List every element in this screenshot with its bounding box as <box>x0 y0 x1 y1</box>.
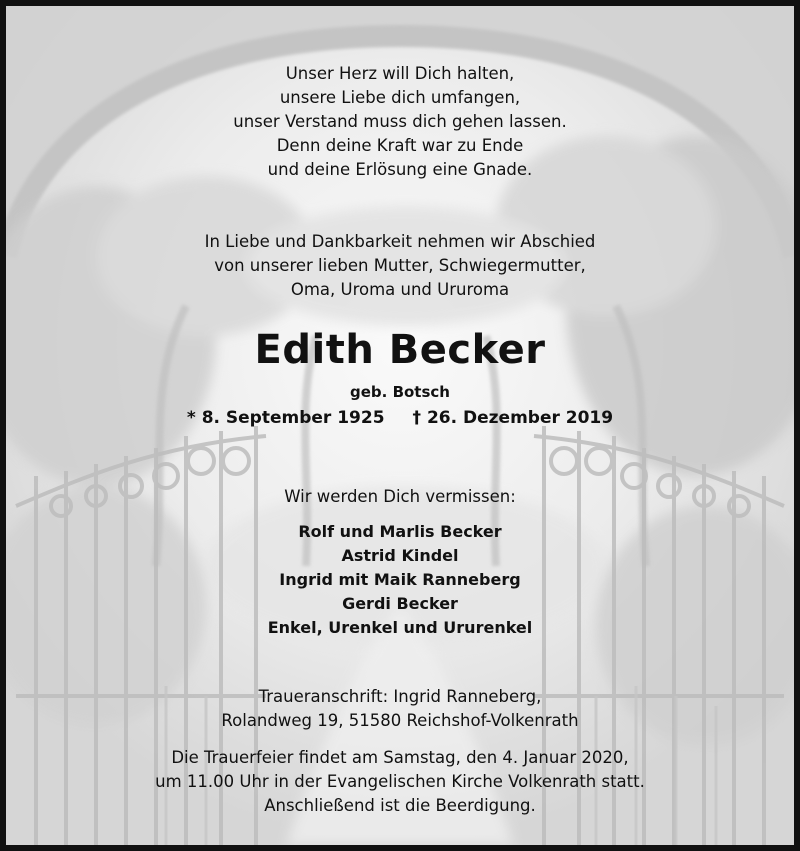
mourner-name: Enkel, Urenkel und Ururenkel <box>267 618 533 637</box>
life-dates <box>6 406 794 430</box>
poem-line: und deine Erlösung eine Gnade. <box>267 160 533 179</box>
intro-line: Oma, Uroma und Ururoma <box>290 280 510 299</box>
poem-line: Unser Herz will Dich halten, <box>285 64 515 83</box>
service-line: Die Trauerfeier findet am Samstag, den 4. Januar 2020, <box>171 748 629 767</box>
mourner-name: Astrid Kindel <box>341 546 459 565</box>
service-line: um 11.00 Uhr in der Evangelischen Kirche Volkenrath statt. <box>155 772 645 791</box>
mourner-name: Ingrid mit Maik Ranneberg <box>279 570 521 589</box>
address-line: Traueranschrift: Ingrid Ranneberg, <box>258 687 542 706</box>
death-date: † 26. Dezember 2019 <box>412 408 614 428</box>
maiden-name: geb. Botsch <box>350 383 450 401</box>
service-line: Anschließend ist die Beerdigung. <box>264 796 536 815</box>
mourner-name: Gerdi Becker <box>342 594 458 613</box>
birth-date: * 8. September 1925 <box>186 408 385 428</box>
notice-text <box>6 6 794 845</box>
poem-line: unser Verstand muss dich gehen lassen. <box>233 112 567 131</box>
poem-line: Denn deine Kraft war zu Ende <box>276 136 524 155</box>
intro-line: In Liebe und Dankbarkeit nehmen wir Abschied <box>204 232 596 251</box>
intro-line: von unserer lieben Mutter, Schwiegermutter, <box>214 256 586 275</box>
deceased-name: Edith Becker <box>254 327 546 373</box>
address-line: Rolandweg 19, 51580 Reichshof-Volkenrath <box>221 711 579 730</box>
poem-line: unsere Liebe dich umfangen, <box>279 88 521 107</box>
mourner-name: Rolf und Marlis Becker <box>298 522 502 541</box>
miss-line: Wir werden Dich vermissen: <box>284 487 516 506</box>
